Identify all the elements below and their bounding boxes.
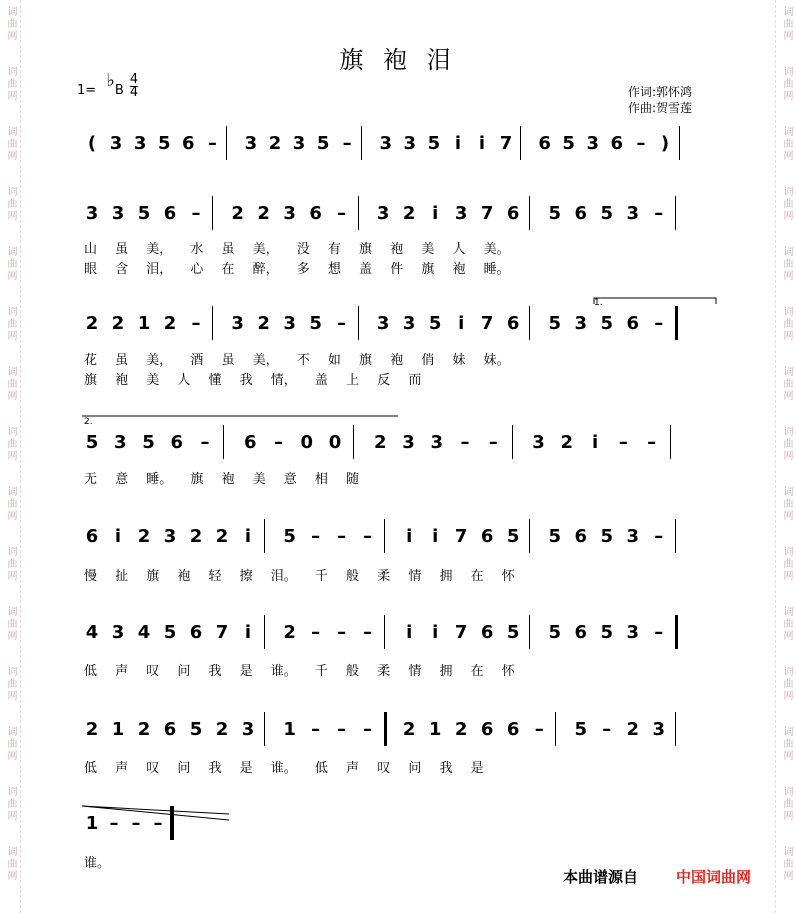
note: 6	[480, 622, 494, 643]
source-label: 本曲谱源自	[563, 868, 639, 886]
bar-line	[353, 425, 354, 459]
note: 3	[241, 719, 255, 740]
watermark-left	[0, 0, 21, 913]
bar-line	[512, 425, 513, 459]
lyric-line: 花 虽 美， 酒 虽 美， 不 如 旗 袍 俏 妹 妹。	[84, 353, 510, 368]
note: –	[602, 719, 612, 740]
note: 3	[626, 622, 640, 643]
watermark-text: 词曲网	[781, 66, 792, 102]
lyric-line: 低 声 叹 问 我 是 谁。 千 般 柔 情 拥 在 怀	[84, 664, 515, 679]
watermark-text: 词曲网	[781, 126, 792, 162]
bar-line	[358, 306, 359, 340]
note: 7	[480, 203, 494, 224]
note: 6	[163, 719, 177, 740]
bar-line	[384, 712, 387, 746]
bar-line	[679, 126, 680, 160]
note: 6	[480, 719, 494, 740]
bar-line	[675, 306, 678, 340]
bar-line	[264, 615, 265, 649]
note: 5	[548, 203, 562, 224]
note: 3	[586, 133, 599, 154]
watermark-text: 词曲网	[781, 366, 792, 402]
watermark-text: 词曲网	[781, 486, 792, 522]
note: 6	[189, 622, 203, 643]
note: –	[337, 313, 347, 334]
note: 2	[268, 133, 282, 154]
note: 3	[454, 203, 468, 224]
bar-line	[384, 615, 385, 649]
watermark-text: 词曲网	[781, 6, 792, 42]
note: i	[432, 622, 439, 643]
volta-first-label: 1.	[594, 298, 603, 308]
note: i	[406, 526, 413, 547]
note: i	[432, 526, 439, 547]
bar-line	[212, 306, 213, 340]
note: –	[109, 813, 119, 834]
watermark-text: 词曲网	[781, 666, 792, 702]
note: –	[337, 622, 347, 643]
note: 2	[85, 313, 99, 334]
note: –	[311, 719, 321, 740]
key-note: B	[114, 83, 124, 98]
note: –	[460, 432, 470, 453]
watermark-text: 词曲网	[5, 546, 16, 582]
note: 5	[600, 203, 614, 224]
note: 5	[309, 313, 322, 334]
note: –	[191, 203, 201, 224]
note: 2	[283, 622, 296, 643]
watermark-text: 词曲网	[5, 186, 16, 222]
lyric-line: 谁。	[84, 856, 111, 871]
note: 2	[626, 719, 640, 740]
note: 5	[548, 313, 562, 334]
note: 3	[403, 133, 417, 154]
bar-line	[384, 519, 385, 553]
note: 1	[283, 719, 296, 740]
note: 2	[85, 719, 99, 740]
credits	[628, 84, 692, 116]
note: –	[618, 432, 628, 453]
note: 6	[85, 526, 99, 547]
watermark-text: 词曲网	[781, 786, 792, 822]
note: 3	[163, 526, 177, 547]
note: 6	[243, 432, 257, 453]
watermark-text: 词曲网	[781, 846, 792, 882]
note: i	[114, 526, 122, 547]
note: –	[311, 526, 321, 547]
note: 5	[600, 526, 614, 547]
song-title: 旗 袍 泪	[339, 46, 457, 74]
flat-icon: ♭	[106, 70, 115, 91]
note: i	[591, 432, 599, 453]
watermark-text: 词曲网	[5, 126, 16, 162]
watermark-text: 词曲网	[781, 606, 792, 642]
note: 6	[626, 313, 640, 334]
watermark-text: 词曲网	[5, 66, 16, 102]
note: 7	[499, 133, 513, 154]
note: (	[87, 133, 97, 154]
bar-line	[675, 712, 676, 746]
note: 5	[548, 622, 562, 643]
bar-line	[358, 196, 359, 230]
note: –	[654, 526, 664, 547]
volta-second-label: 2.	[84, 417, 93, 427]
watermark-text: 词曲网	[781, 726, 792, 762]
note: 6	[170, 432, 184, 453]
note: 3	[283, 313, 296, 334]
lyric-line: 旗 袍 美 人 懂 我 情， 盖 上 反 而	[84, 373, 422, 388]
watermark-text: 词曲网	[5, 366, 16, 402]
note: 1	[85, 813, 99, 834]
note: –	[337, 526, 347, 547]
note: 3	[231, 313, 244, 334]
note: 5	[428, 313, 442, 334]
note: 5	[506, 622, 520, 643]
note: 3	[430, 432, 444, 453]
volta-first-bracket	[594, 298, 716, 304]
note: 2	[189, 526, 203, 547]
note: 2	[257, 203, 270, 224]
note: 5	[600, 622, 614, 643]
bar-line	[529, 519, 530, 553]
note: 2	[137, 526, 151, 547]
bar-line	[675, 196, 676, 230]
bar-line	[529, 615, 530, 649]
note: 6	[506, 203, 520, 224]
note: –	[207, 133, 217, 154]
note: )	[660, 133, 670, 154]
note: 3	[652, 719, 666, 740]
note: 7	[454, 622, 468, 643]
note: –	[342, 133, 352, 154]
watermark-text: 词曲网	[5, 666, 16, 702]
note: 5	[506, 526, 520, 547]
note: 6	[574, 622, 588, 643]
note: 5	[137, 203, 151, 224]
note: –	[337, 203, 347, 224]
note: –	[363, 719, 373, 740]
bar-line	[670, 425, 671, 459]
note: 6	[182, 133, 195, 154]
note: –	[311, 622, 321, 643]
note: 1	[111, 719, 125, 740]
time-signature	[130, 74, 138, 99]
note: 2	[163, 313, 177, 334]
note: 5	[574, 719, 588, 740]
watermark-text: 词曲网	[781, 306, 792, 342]
bar-line	[223, 425, 224, 459]
note: 2	[111, 313, 125, 334]
note: 5	[548, 526, 562, 547]
note: 5	[157, 133, 171, 154]
note: 2	[231, 203, 244, 224]
bar-line	[675, 615, 678, 649]
note: 5	[283, 526, 296, 547]
bar-line	[212, 196, 213, 230]
bar-line	[264, 712, 265, 746]
watermark-text: 词曲网	[5, 846, 16, 882]
note: 2	[373, 432, 387, 453]
key-label: 1=	[77, 83, 97, 98]
watermark-text: 词曲网	[781, 186, 792, 222]
note: i	[458, 313, 465, 334]
note: 1	[137, 313, 151, 334]
bar-line	[529, 306, 530, 340]
note: 6	[610, 133, 624, 154]
note: 3	[85, 203, 99, 224]
lyric-line: 眼 含 泪， 心 在 醉， 多 想 盖 件 旗 袍 睡。	[84, 262, 510, 277]
note: –	[363, 526, 373, 547]
lyric-line: 无 意 睡。 旗 袍 美 意 相 随	[84, 472, 360, 487]
lyric-line: 慢 扯 旗 袍 轻 擦 泪。 千 般 柔 情 拥 在 怀	[84, 569, 515, 584]
note: 1	[428, 719, 442, 740]
note: 3	[113, 432, 127, 453]
note: –	[337, 719, 347, 740]
note: 3	[109, 133, 123, 154]
note: 3	[574, 313, 588, 334]
note: 3	[111, 203, 125, 224]
watermark-text: 词曲网	[5, 306, 16, 342]
watermark-text: 词曲网	[5, 426, 16, 462]
watermark-text: 词曲网	[5, 606, 16, 642]
note: –	[363, 622, 373, 643]
note: 3	[376, 313, 390, 334]
note: 6	[574, 526, 588, 547]
note: 6	[480, 526, 494, 547]
note: –	[274, 432, 284, 453]
note: –	[153, 813, 163, 834]
bar-line	[529, 196, 530, 230]
note: 3	[402, 432, 415, 453]
note: –	[534, 719, 544, 740]
lyricist: 作词:郭怀鸿	[628, 85, 693, 99]
bar-line	[361, 126, 362, 160]
note: 5	[85, 432, 99, 453]
note: –	[654, 313, 664, 334]
watermark-right	[775, 0, 796, 913]
note: 6	[574, 203, 588, 224]
note: 2	[215, 526, 229, 547]
note: 6	[309, 203, 322, 224]
note: 5	[316, 133, 330, 154]
note: 3	[532, 432, 545, 453]
note: –	[488, 432, 498, 453]
note: –	[636, 133, 646, 154]
note: 3	[376, 203, 390, 224]
note: 5	[142, 432, 155, 453]
note: 6	[538, 133, 551, 154]
watermark-text: 词曲网	[5, 726, 16, 762]
note: 3	[402, 313, 416, 334]
site-link[interactable]: 中国词曲网	[676, 868, 752, 886]
watermark-text: 词曲网	[781, 426, 792, 462]
note: 3	[626, 526, 640, 547]
note: 2	[257, 313, 270, 334]
note: 2	[215, 719, 229, 740]
note: i	[244, 526, 252, 547]
time-top: 4	[129, 72, 139, 87]
note: i	[244, 622, 252, 643]
note: 2	[402, 719, 416, 740]
bar-line	[520, 126, 521, 160]
note: 3	[292, 133, 306, 154]
watermark-text: 词曲网	[781, 546, 792, 582]
bar-line	[226, 126, 227, 160]
lyric-line: 山 虽 美， 水 虽 美， 没 有 旗 袍 美 人 美。	[84, 242, 510, 257]
note: 3	[133, 133, 147, 154]
note: 2	[454, 719, 468, 740]
note: –	[131, 813, 141, 834]
note: 5	[427, 133, 441, 154]
note: 5	[189, 719, 203, 740]
note: i	[406, 622, 413, 643]
time-bottom: 4	[129, 85, 139, 100]
composer: 作曲:贺雪莲	[628, 101, 693, 115]
note: 3	[111, 622, 125, 643]
note: –	[647, 432, 657, 453]
note: 4	[137, 622, 151, 643]
note: 5	[562, 133, 575, 154]
note: 7	[215, 622, 229, 643]
note: i	[454, 133, 461, 154]
note: 3	[244, 133, 258, 154]
note: 5	[163, 622, 177, 643]
bar-line	[675, 519, 676, 553]
note: 6	[163, 203, 177, 224]
lyric-line: 低 声 叹 问 我 是 谁。 低 声 叹 问 我 是	[84, 761, 484, 776]
watermark-text: 词曲网	[5, 6, 16, 42]
note: 0	[300, 432, 314, 453]
watermark-text: 词曲网	[5, 786, 16, 822]
note: 2	[137, 719, 151, 740]
bar-line	[264, 519, 265, 553]
note: 3	[283, 203, 296, 224]
watermark-text: 词曲网	[5, 486, 16, 522]
note: 6	[506, 313, 520, 334]
note: i	[478, 133, 486, 154]
note: 3	[626, 203, 640, 224]
note: 2	[560, 432, 574, 453]
bar-line	[555, 712, 556, 746]
note: 7	[480, 313, 494, 334]
key-signature	[77, 70, 139, 103]
bar-line	[170, 806, 174, 840]
note: 0	[328, 432, 342, 453]
note: –	[200, 432, 210, 453]
watermark-text: 词曲网	[5, 246, 16, 282]
note: 2	[402, 203, 416, 224]
note: 6	[506, 719, 520, 740]
watermark-text: 词曲网	[781, 246, 792, 282]
note: 4	[85, 622, 99, 643]
note: 7	[454, 526, 468, 547]
note: 5	[600, 313, 614, 334]
note: –	[191, 313, 201, 334]
note: i	[432, 203, 439, 224]
note: –	[654, 203, 664, 224]
note: 3	[379, 133, 392, 154]
note: –	[654, 622, 664, 643]
